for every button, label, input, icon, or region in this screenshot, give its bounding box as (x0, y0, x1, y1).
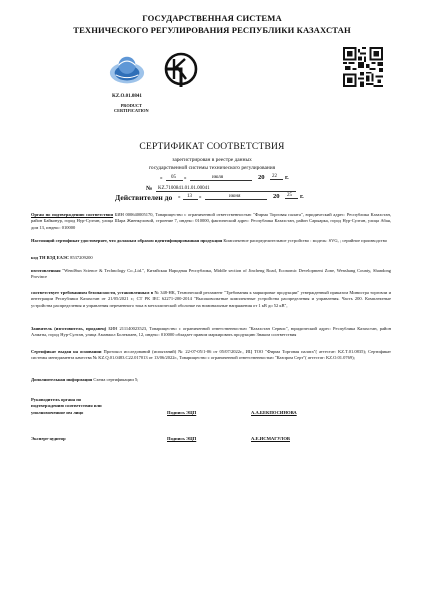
basis-block (31, 349, 391, 362)
additional-label: Дополнительная информация (31, 377, 93, 382)
issue-day-open-quote: « (160, 176, 163, 181)
organ-block (31, 212, 391, 231)
valid-day: 13 (187, 194, 192, 199)
header-line-1: ГОСУДАРСТВЕННАЯ СИСТЕМА (142, 13, 282, 23)
valid-day-line (183, 193, 198, 200)
additional-block (31, 377, 391, 383)
subtitle-line-1: зарегистрирован в реестре данных (172, 157, 252, 163)
organ-label: Орган по подтверждению соответствия (31, 212, 114, 217)
valid-month-line (205, 193, 267, 200)
basis-text: Протокол исследований (испытаний) № 22-07-05/1-06 от 05/07/2022г., ИЦ ТОО "Фирма Торговая палата"( аттестат: KZ.T.01.0835); Сертификат системы менеджмента качества № KZ.Q.01.0483.C22.017013 от 13/06/2022г., Товарищество с ограниченной ответственностью "Казпром Серт"( аттестат: KZ.O.01.0769); (31, 349, 391, 361)
attest-label: Настоящий сертификат удостоверяет, что должным образом идентифицированная продукция (31, 238, 223, 243)
valid-day-open-quote: « (178, 195, 181, 200)
issue-month-line (190, 174, 252, 181)
valid-year-prefix: 20 (273, 193, 280, 200)
requirements-label: соответствует требованиям безопасности, установленным в (31, 290, 154, 295)
head-title-line-3: уполномоченное им лицо (31, 409, 84, 415)
auditor-signature-label: Подпись ЭЦП (167, 436, 197, 441)
cert-number-sign: № (146, 185, 153, 192)
tnved-label: код ТН ВЭД ЕАЭС (31, 255, 70, 260)
cert-number-line (156, 185, 296, 192)
issue-day-close-quote: » (184, 176, 187, 181)
requirements-block (31, 290, 391, 309)
issue-year-line (270, 173, 283, 180)
attest-text: Комплектное распределительное устройство : модель: SVG, ; серийное производство (223, 238, 388, 243)
cert-number: KZ.7100841.01.01.00041 (158, 186, 210, 191)
applicant-text: БИН 211140023523, Товарищество с ограниченной ответственностью "Казахстан Сервис", юридический адрес: Республика Казахстан, район Алматы, город Нур-Султан, улица Аманжол Болекпаев, 12, индекс: 010000 обладает правом маркировать продукцию Знаком соответствия (31, 326, 392, 338)
requirements-text: № 348-НК, Технический регламент "Требования к маркировке продукции" утвержденный приказом Министра торговли и интеграции Республики Казахстан от 21/05/2021 г.; СТ РК IEC 62271-200-2014 "Высоковольтные комплектные устройства распределения и управления. Часть 200. Комплектные устройства распределения и управления переменного тока в металлической оболочке на номинальные напряжения от 1 кВ до 52 кВ", (31, 290, 391, 308)
product-certification-logo (108, 52, 146, 90)
head-signature-label: Подпись ЭЦП (167, 410, 197, 415)
issue-month: июля (212, 175, 224, 180)
head-signatory-name: А.А.БЕКПОСИНОВА (251, 410, 297, 415)
subtitle-line-2: государственной системы технического регулирования (148, 165, 276, 171)
attest-block (31, 238, 391, 244)
product-label-line-2: CERTIFICATION (114, 108, 149, 113)
head-title-line-2: подтверждению соответствия или (31, 403, 102, 409)
manufacturer-label: изготовленная (31, 268, 61, 273)
manufacturer-text: "WendSun Science & Technology Co.,Ltd.", Китайская Народная Республика, Middle section of Jincheng Road, Economic Development Zone, Wenshang County, Shandong Province (31, 268, 391, 280)
valid-day-close-quote: » (199, 195, 202, 200)
issue-year-prefix: 20 (258, 174, 265, 181)
qr-code (343, 47, 383, 87)
product-label-line-1: PRODUCT (120, 103, 142, 108)
tnved-block (31, 255, 391, 261)
issue-day: 05 (171, 175, 176, 180)
valid-year-suffix: г. (300, 193, 304, 200)
valid-year: 25 (287, 193, 292, 198)
head-title-line-1: Руководитель органа по (31, 397, 82, 402)
valid-year-line (285, 192, 298, 199)
valid-until-label: Действителен до (115, 193, 173, 202)
registration-number: KZ.O.01.0841 (112, 94, 142, 99)
valid-month: июня (229, 194, 241, 199)
applicant-label: Заявитель (изготовитель, продавец) (31, 326, 107, 331)
head-signatory-title (31, 397, 102, 416)
auditor-title: Эксперт-аудитор (31, 436, 66, 441)
tnved-value: 8537209200 (70, 255, 93, 260)
issue-day-line (166, 174, 183, 181)
manufacturer-block (31, 268, 391, 281)
certificate-title: СЕРТИФИКАТ СООТВЕТСТВИЯ (139, 142, 285, 152)
header-line-2: ТЕХНИЧЕСКОГО РЕГУЛИРОВАНИЯ РЕСПУБЛИКИ КАЗАХСТАН (73, 25, 351, 35)
auditor-name: А.Е.ИСМАГУЛОВ (251, 436, 290, 441)
organ-text: БИН 000640005170, Товарищество с ограниченной ответственностью "Фирма Торговая палата", юридический адрес: Республика Казахстан, район Байконур, город Нур-Султан, улица Шара Жиенкуловой, строение 7, индекс: 010000, фактический адрес: Республика Казахстан, район Сарыарка, город Нур-Султан, улица Абая, дом 13, индекс: 010000 (31, 212, 392, 230)
basis-label: Сертификат выдан на основании (31, 349, 102, 354)
issue-year: 22 (272, 174, 277, 179)
kz-conformity-mark-icon (161, 47, 201, 91)
applicant-block (31, 326, 391, 339)
product-certification-label (114, 103, 149, 113)
additional-text: Схема сертификации 5; (93, 377, 139, 382)
issue-year-suffix: г. (285, 174, 289, 181)
